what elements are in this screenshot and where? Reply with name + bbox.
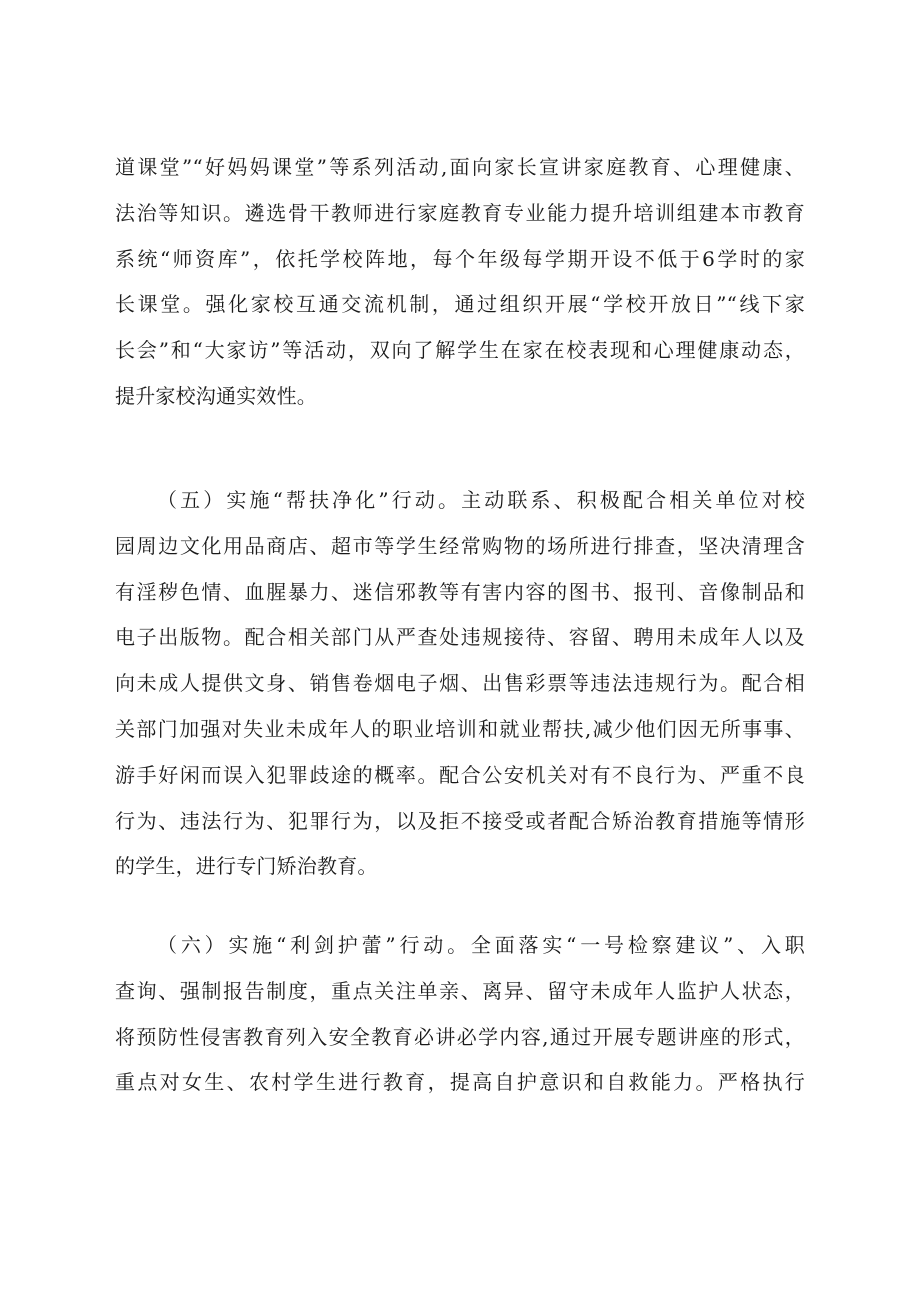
text-line: 园周边文化用品商店、超市等学生经常购物的场所进行排查，坚决清理含 [115, 533, 805, 558]
text-line: 行为、违法行为、犯罪行为，以及拒不接受或者配合矫治教育措施等情形 [115, 808, 805, 833]
paragraph-section-five [115, 478, 805, 890]
text-line: （五）实施“帮扶净化”行动。主动联系、积极配合相关单位对校 [157, 488, 805, 512]
text-line: 游手好闲而误入犯罪歧途的概率。配合公安机关对有不良行为、严重不良 [115, 762, 805, 787]
text-line: 的学生，进行专门矫治教育。 [115, 854, 378, 879]
text-line: 查询、强制报告制度，重点关注单亲、离异、留守未成年人监护人状态， [115, 978, 805, 1003]
text-line: 道课堂”“好妈妈课堂”等系列活动,面向家长宣讲家庭教育、心理健康、 [115, 155, 805, 179]
text-line: 关部门加强对失业未成年人的职业培训和就业帮扶,减少他们因无所事事、 [115, 716, 805, 741]
text-line: 有淫秽色情、血腥暴力、迷信邪教等有害内容的图书、报刊、音像制品和 [115, 579, 805, 604]
text-line: 电子出版物。配合相关部门从严查处违规接待、容留、聘用未成年人以及 [115, 625, 805, 650]
text-line: （六）实施“利剑护蕾”行动。全面落实“一号检察建议”、入职 [157, 933, 805, 957]
text-line: 提升家校沟通实效性。 [115, 383, 317, 408]
text-line: 重点对女生、农村学生进行教育，提高自护意识和自救能力。严格执行 [115, 1070, 805, 1095]
paragraph-section-six [115, 923, 805, 1106]
text-line: 将预防性侵害教育列入安全教育必讲必学内容,通过开展专题讲座的形式， [115, 1024, 805, 1049]
paragraph-family-education [115, 145, 805, 420]
text-line: 长会”和“大家访”等活动，双向了解学生在家在校表现和心理健康动态， [115, 338, 805, 363]
text-line: 系统“师资库”，依托学校阵地，每个年级每学期开设不低于6学时的家 [115, 246, 805, 271]
text-line: 长课堂。强化家校互通交流机制，通过组织开展“学校开放日”“线下家 [115, 292, 805, 317]
text-line: 法治等知识。遴选骨干教师进行家庭教育专业能力提升培训组建本市教育 [115, 200, 805, 225]
text-line: 向未成人提供文身、销售卷烟电子烟、出售彩票等违法违规行为。配合相 [115, 671, 805, 696]
